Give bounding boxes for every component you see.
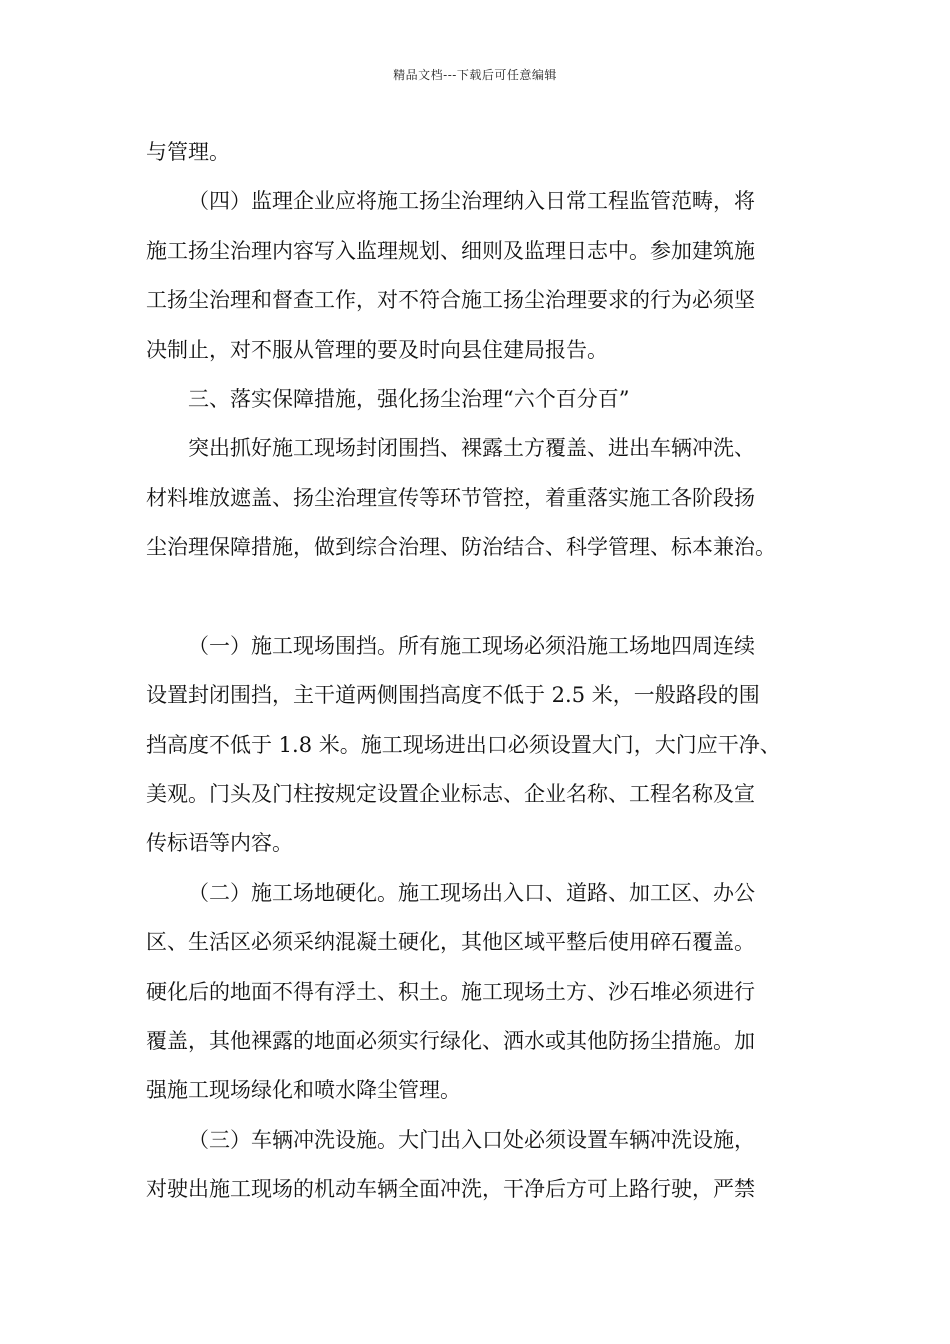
paragraph-start: 突出抓好施工现场封闭围挡、裸露土方覆盖、进出车辆冲洗、: [188, 436, 755, 461]
text-line: 决制止，对不服从管理的要及时向县住建局报告。: [146, 337, 608, 362]
text-line: 强施工现场绿化和喷水降尘管理。: [146, 1078, 461, 1103]
paragraph-start: （三）车辆冲洗设施。大门出入口处必须设置车辆冲洗设施，: [188, 1127, 755, 1152]
text-line: 对驶出施工现场的机动车辆全面冲洗，干净后方可上路行驶，严禁: [146, 1177, 755, 1202]
text-line: 设置封闭围挡，主干道两侧围挡高度不低于 2.5 米，一般路段的围: [146, 683, 760, 708]
document-body: [146, 128, 826, 1215]
text-line: 工扬尘治理和督查工作，对不符合施工扬尘治理要求的行为必须坚: [146, 288, 755, 313]
text-line: 覆盖，其他裸露的地面必须实行绿化、洒水或其他防扬尘措施。加: [146, 1029, 755, 1054]
text-line: 区、生活区必须采纳混凝土硬化，其他区域平整后使用碎石覆盖。: [146, 930, 755, 955]
text-line: 硬化后的地面不得有浮土、积土。施工现场土方、沙石堆必须进行: [146, 979, 755, 1004]
paragraph-start: （四）监理企业应将施工扬尘治理纳入日常工程监管范畴，将: [188, 189, 755, 214]
text-line: 美观。门头及门柱按规定设置企业标志、企业名称、工程名称及宣: [146, 782, 755, 807]
paragraph-start: （一）施工现场围挡。所有施工现场必须沿施工场地四周连续: [188, 633, 755, 658]
section-heading: 三、落实保障措施，强化扬尘治理“六个百分百”: [188, 386, 630, 411]
text-line: 尘治理保障措施，做到综合治理、防治结合、科学管理、标本兼治。: [146, 535, 776, 560]
text-line: 与管理。: [146, 140, 230, 164]
text-line: 施工扬尘治理内容写入监理规划、细则及监理日志中。参加建筑施: [146, 238, 755, 263]
paragraph-start: （二）施工场地硬化。施工现场出入口、道路、加工区、办公: [188, 880, 755, 905]
text-line: 传标语等内容。: [146, 831, 293, 856]
text-line: 材料堆放遮盖、扬尘治理宣传等环节管控，着重落实施工各阶段扬: [146, 485, 755, 510]
blank-line: [146, 573, 826, 622]
text-line: 挡高度不低于 1.8 米。施工现场进出口必须设置大门，大门应干净、: [146, 732, 781, 757]
page-header: 精品文档---下载后可任意编辑: [393, 68, 557, 82]
